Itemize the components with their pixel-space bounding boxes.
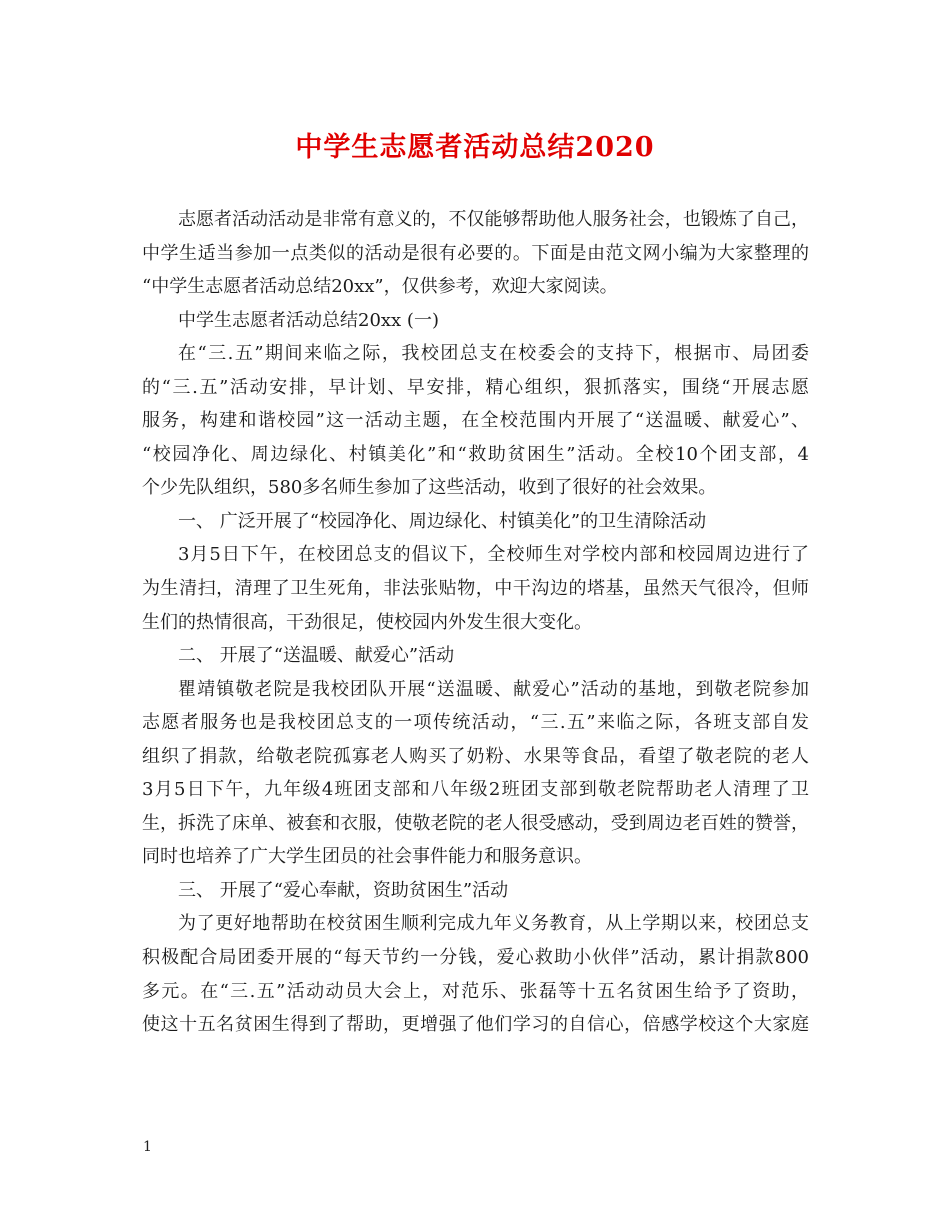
document-body <box>142 203 809 1042</box>
document-title: 中学生志愿者活动总结2020 <box>295 132 655 163</box>
paragraph-line: 志愿者服务也是我校团总支的一项传统活动，“三.五”来临之际，各班支部自发 <box>142 712 809 734</box>
section-heading: 一、 广泛开展了“校园净化、周边绿化、村镇美化”的卫生清除活动 <box>178 510 707 532</box>
paragraph-line: 生，拆洗了床单、被套和衣服，使敬老院的老人很受感动，受到周边老百姓的赞誉， <box>142 812 809 834</box>
paragraph-line: “中学生志愿者活动总结20xx”，仅供参考，欢迎大家阅读。 <box>142 276 618 298</box>
paragraph-line: 服务，构建和谐校园”这一活动主题，在全校范围内开展了“送温暖、献爱心”、 <box>142 410 809 432</box>
paragraph-line: 为生清扫，清理了卫生死角，非法张贴物，中干沟边的塔基，虽然天气很冷，但师 <box>142 578 809 600</box>
page-number: 1 <box>143 1139 152 1155</box>
paragraph-line: 在“三.五”期间来临之际，我校团总支在校委会的支持下，根据市、局团委 <box>178 343 809 365</box>
paragraph-line: 多元。在“三.五”活动动员大会上，对范乐、张磊等十五名贫困生给予了资助， <box>142 980 809 1002</box>
section-heading: 二、 开展了“送温暖、献爱心”活动 <box>178 645 455 667</box>
section-heading: 中学生志愿者活动总结20xx (一) <box>178 309 439 331</box>
paragraph-line: 3月5日下午，在校团总支的倡议下，全校师生对学校内部和校园周边进行了 <box>178 544 809 566</box>
paragraph-line: 组织了捐款，给敬老院孤寡老人购买了奶粉、水果等食品，看望了敬老院的老人 <box>142 745 809 767</box>
paragraph-line: 3月5日下午，九年级4班团支部和八年级2班团支部到敬老院帮助老人清理了卫 <box>142 779 809 801</box>
paragraph-line: 生们的热情很高，干劲很足，使校园内外发生很大变化。 <box>142 611 592 633</box>
paragraph-line: 积极配合局团委开展的“每天节约一分钱，爱心救助小伙伴”活动，累计捐款800 <box>142 947 809 969</box>
paragraph-line: 同时也培养了广大学生团员的社会事件能力和服务意识。 <box>142 846 592 868</box>
paragraph-line: 为了更好地帮助在校贫困生顺利完成九年义务教育，从上学期以来，校团总支 <box>178 913 809 935</box>
paragraph-line: 志愿者活动活动是非常有意义的，不仅能够帮助他人服务社会，也锻炼了自己， <box>178 209 809 230</box>
paragraph-line: 瞿靖镇敬老院是我校团队开展“送温暖、献爱心”活动的基地，到敬老院参加 <box>178 678 809 700</box>
paragraph-line: 个少先队组织，580多名师生参加了这些活动，收到了很好的社会效果。 <box>142 477 717 499</box>
paragraph-line: 中学生适当参加一点类似的活动是很有必要的。下面是由范文网小编为大家整理的 <box>142 242 809 264</box>
paragraph-line: “校园净化、周边绿化、村镇美化”和“救助贫困生”活动。全校10个团支部，4 <box>142 443 809 465</box>
paragraph-line: 使这十五名贫困生得到了帮助，更增强了他们学习的自信心，倍感学校这个大家庭 <box>142 1014 809 1036</box>
section-heading: 三、 开展了“爱心奉献，资助贫困生”活动 <box>178 879 509 901</box>
paragraph-line: 的“三.五”活动安排，早计划、早安排，精心组织，狠抓落实，围绕“开展志愿 <box>142 376 809 398</box>
